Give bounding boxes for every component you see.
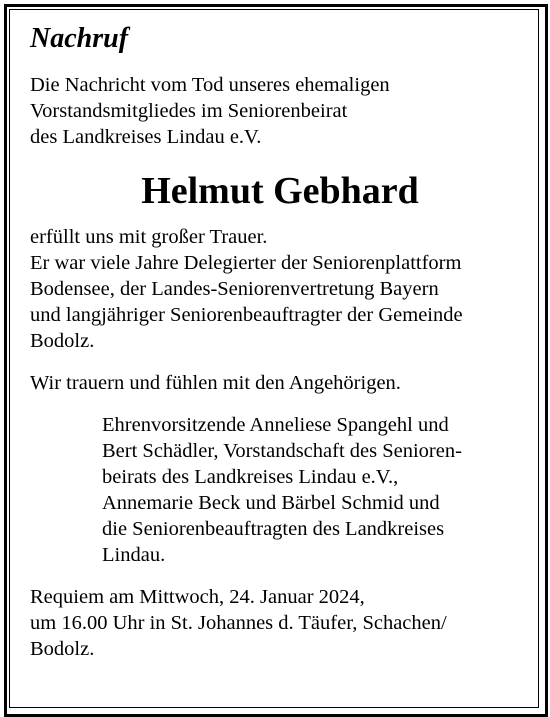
- notice-heading: Nachruf: [30, 23, 129, 54]
- intro-line: Vorstandsmitgliedes im Seniorenbeirat: [30, 100, 348, 122]
- signatory-line: Bert Schädler, Vorstandschaft des Senioren-: [102, 440, 462, 462]
- mourning-line: Wir trauern und fühlen mit den Angehörigen.: [30, 372, 401, 394]
- requiem-line: Bodolz.: [30, 638, 95, 660]
- intro-line: Die Nachricht vom Tod unseres ehemaligen: [30, 74, 390, 96]
- signatory-line: Annemarie Beck und Bärbel Schmid und: [102, 492, 440, 514]
- requiem-line: um 16.00 Uhr in St. Johannes d. Täufer, Schachen/: [30, 612, 447, 634]
- body-line: erfüllt uns mit großer Trauer.: [30, 226, 268, 248]
- signatory-line: die Seniorenbeauftragten des Landkreises: [102, 518, 445, 540]
- signatories-block: [102, 412, 530, 568]
- body-line: Bodensee, der Landes-Seniorenvertretung Bayern: [30, 278, 439, 300]
- signatory-line: beirats des Landkreises Lindau e.V.,: [102, 466, 399, 488]
- body-line: Bodolz.: [30, 330, 95, 352]
- body-line: und langjähriger Seniorenbeauftragter der Gemeinde: [30, 304, 463, 326]
- obituary-notice: [30, 22, 530, 662]
- intro-line: des Landkreises Lindau e.V.: [30, 126, 262, 148]
- intro-paragraph: [30, 72, 530, 150]
- signatory-line: Lindau.: [102, 544, 166, 566]
- requiem-line: Requiem am Mittwoch, 24. Januar 2024,: [30, 586, 365, 608]
- deceased-name: Helmut Gebhard: [141, 170, 419, 212]
- body-paragraph: [30, 224, 530, 354]
- requiem-info: [30, 584, 530, 662]
- body-line: Er war viele Jahre Delegierter der Seniorenplattform: [30, 252, 462, 274]
- signatory-line: Ehrenvorsitzende Anneliese Spangehl und: [102, 414, 449, 436]
